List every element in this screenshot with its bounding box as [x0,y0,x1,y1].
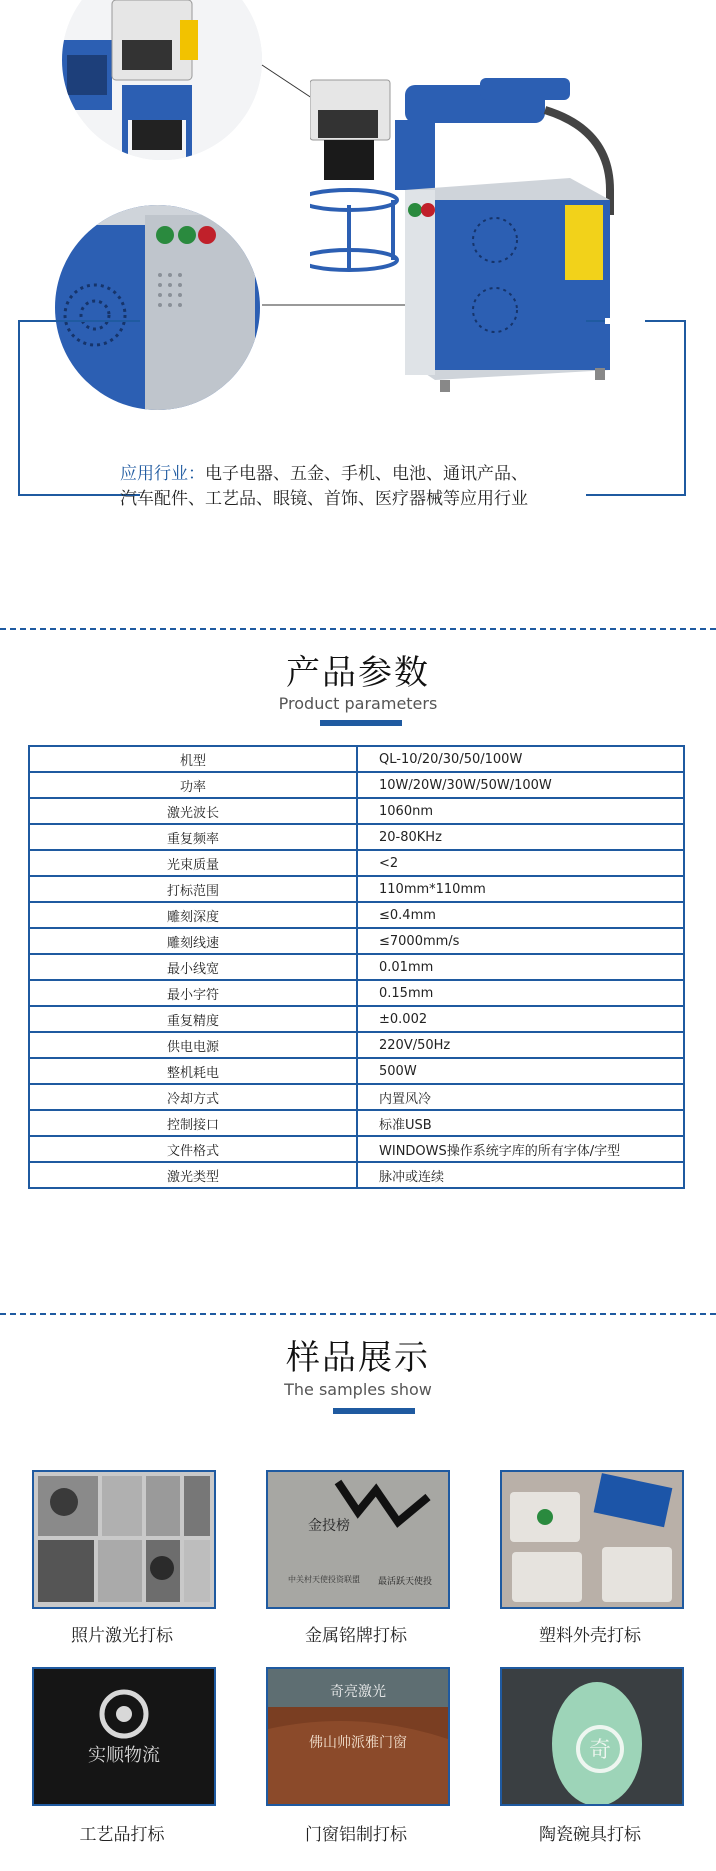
sample-photo-image [32,1470,216,1609]
sample-caption: 工艺品打标 [79,1825,165,1845]
param-value: 220V/50Hz [357,1032,684,1058]
param-name: 光束质量 [29,850,357,876]
window-text: 佛山帅派雅门窗 [309,1734,407,1750]
param-name: 供电电源 [29,1032,357,1058]
param-name: 机型 [29,746,357,772]
sample-metal-plate-image [266,1470,450,1609]
param-value: 标准USB [357,1110,684,1136]
params-row [29,928,684,954]
param-name: 重复频率 [29,824,357,850]
param-value: 0.01mm [357,954,684,980]
samples-title-underline [333,1408,415,1414]
samples-title: 样品展示 [286,1338,430,1378]
application-line-2: 汽车配件、工艺品、眼镜、首饰、医疗器械等应用行业 [120,489,528,509]
sample-caption: 照片激光打标 [71,1626,173,1646]
param-name: 激光波长 [29,798,357,824]
window-text: 奇亮激光 [330,1683,386,1699]
param-value: 脉冲或连续 [357,1162,684,1188]
ceramic-text: 奇 [588,1737,612,1762]
param-name: 激光类型 [29,1162,357,1188]
params-row [29,1136,684,1162]
param-value: ≤0.4mm [357,902,684,928]
sample-caption: 金属铭牌打标 [305,1626,407,1646]
param-name: 整机耗电 [29,1058,357,1084]
application-label: 应用行业： [120,464,205,484]
craft-text: 实顺物流 [88,1745,160,1765]
param-value: 110mm*110mm [357,876,684,902]
param-value: ≤7000mm/s [357,928,684,954]
params-subtitle: Product parameters [278,694,438,713]
params-row [29,902,684,928]
params-row [29,1058,684,1084]
params-row [29,746,684,772]
params-row [29,954,684,980]
section-divider [0,1313,716,1315]
metal-plate-text: 中关村天使投资联盟 [288,1575,360,1584]
sample-ceramic-image [500,1667,684,1806]
param-name: 控制接口 [29,1110,357,1136]
sample-craft-image [32,1667,216,1806]
param-value: 20-80KHz [357,824,684,850]
param-value: 500W [357,1058,684,1084]
metal-plate-text: 金投榜 [308,1517,350,1533]
params-row [29,1084,684,1110]
sample-plastic-shell-image [500,1470,684,1609]
sample-window-aluminum-image [266,1667,450,1806]
application-line-1: 电子电器、五金、手机、电池、通讯产品、 [205,464,528,484]
params-title-underline [320,720,402,726]
param-value: 内置风冷 [357,1084,684,1110]
samples-subtitle: The samples show [284,1380,432,1399]
param-name: 重复精度 [29,1006,357,1032]
sample-caption: 陶瓷碗具打标 [539,1825,641,1845]
sample-caption: 门窗铝制打标 [305,1825,407,1845]
application-industries-text [120,462,620,512]
params-table [28,745,685,1189]
param-value: ±0.002 [357,1006,684,1032]
params-row [29,772,684,798]
param-name: 文件格式 [29,1136,357,1162]
param-name: 冷却方式 [29,1084,357,1110]
param-value: WINDOWS操作系统字库的所有字体/字型 [357,1136,684,1162]
params-row [29,824,684,850]
params-row [29,876,684,902]
param-value: 1060nm [357,798,684,824]
param-name: 打标范围 [29,876,357,902]
param-value: QL-10/20/30/50/100W [357,746,684,772]
param-name: 最小字符 [29,980,357,1006]
param-value: 0.15mm [357,980,684,1006]
params-row [29,1162,684,1188]
params-row [29,850,684,876]
param-value: 10W/20W/30W/50W/100W [357,772,684,798]
param-name: 雕刻深度 [29,902,357,928]
section-divider [0,628,716,630]
params-row [29,1110,684,1136]
params-title: 产品参数 [286,653,430,693]
param-name: 雕刻线速 [29,928,357,954]
metal-plate-text: 最活跃天使投 [378,1576,433,1586]
sample-caption: 塑料外壳打标 [539,1626,641,1646]
param-value: <2 [357,850,684,876]
params-row [29,1006,684,1032]
param-name: 最小线宽 [29,954,357,980]
params-row [29,1032,684,1058]
param-name: 功率 [29,772,357,798]
params-row [29,798,684,824]
params-row [29,980,684,1006]
